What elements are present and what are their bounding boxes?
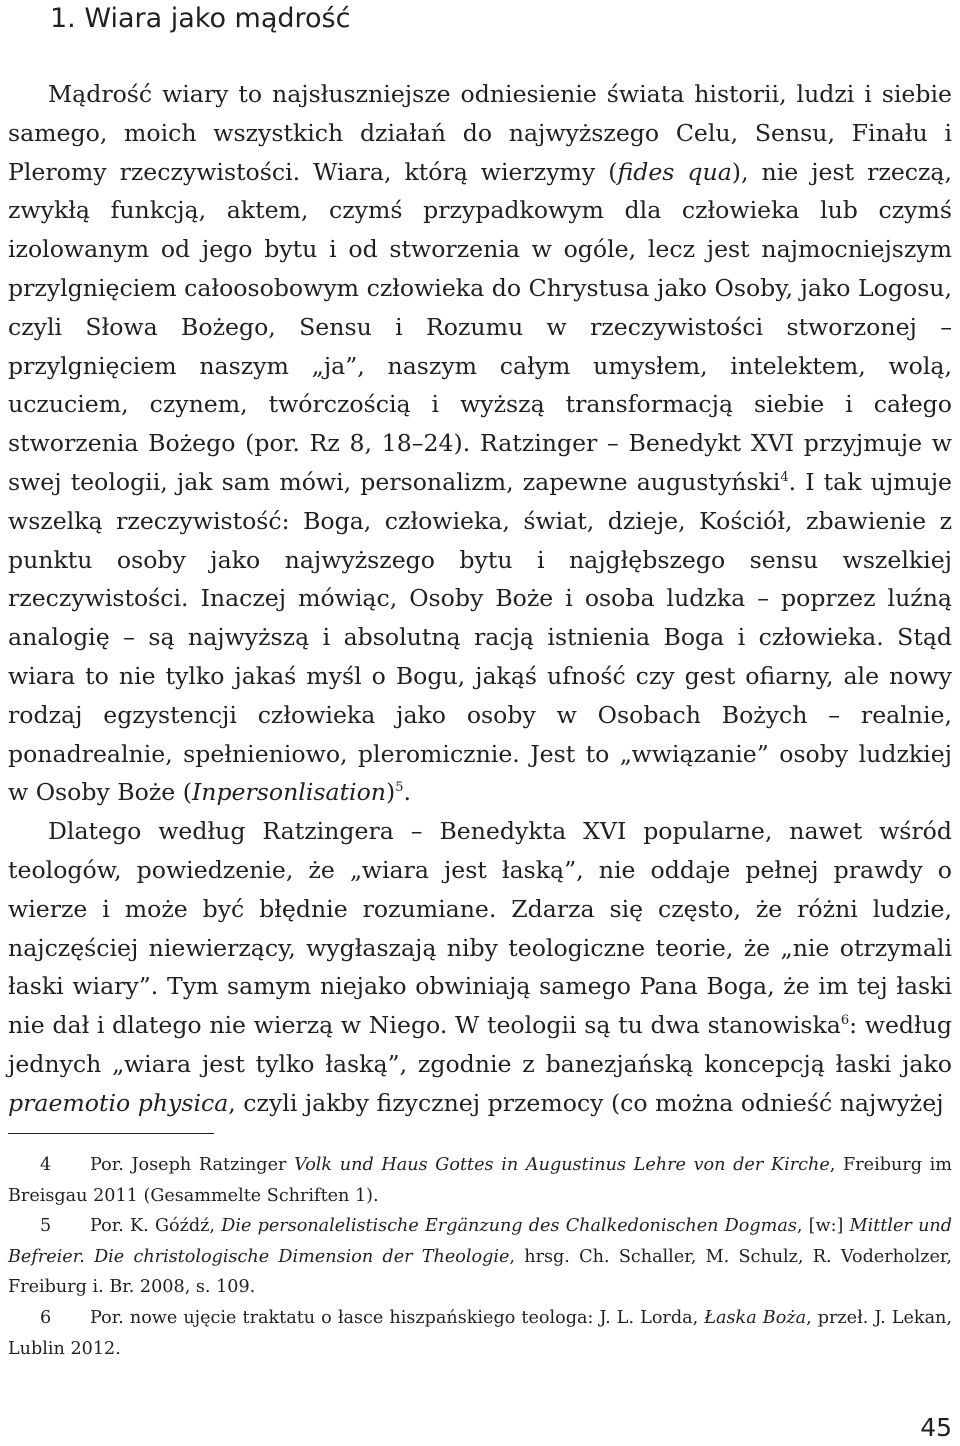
footnote-ref[interactable]: 6 bbox=[840, 1013, 850, 1029]
text-run: , [w:] bbox=[796, 1216, 850, 1237]
footnote bbox=[8, 1303, 952, 1364]
footnote-number: 6 bbox=[40, 1307, 52, 1328]
text-run: . I tak ujmuje wszelką rzeczywistość: Boga, człowieka, świat, dzieje, Kościół, zbawienie z punktu osoby jako najwyższego bytu i najgłębszego sensu wszelkiej rzeczywistości. Inaczej mówiąc, Osoby Boże i osoba ludzka – poprzez luźną analogię – są najwyższą i absolutną racją istnienia Boga i człowieka. Stąd wiara to nie tylko jakaś myśl o Bogu, jakąś ufność czy gest ofiarny, ale nowy rodzaj egzystencji człowieka jako osoby w Osobach Bożych – realnie, ponadrealnie, spełnieniowo, pleromicznie. Jest to „wwiązanie” osoby ludzkiej w Osoby Boże ( bbox=[8, 467, 952, 807]
text-run: , czyli jakby fizycznej przemocy (co można odnieść najwyżej bbox=[228, 1088, 944, 1117]
footnote bbox=[8, 1211, 952, 1303]
text-run: Por. Joseph Ratzinger bbox=[90, 1155, 295, 1175]
text-run: , Freiburg im Breisgau 2011 (Gesammelte Schriften 1). bbox=[8, 1155, 952, 1206]
text-run: , przeł. J. Lekan, Lublin 2012. bbox=[8, 1307, 952, 1359]
footnotes bbox=[8, 1150, 952, 1364]
text-run: . bbox=[403, 778, 411, 807]
text-run: Mądrość wiary to najsłuszniejsze odniesienie świata historii, ludzi i siebie samego, moich wszystkich działań do najwyższego Celu, Sensu, Finału i Pleromy rzeczywistości. Wiara, którą wierzymy ( bbox=[8, 80, 952, 186]
text-run: : według jednych „wiara jest tylko łaską”, zgodnie z banezjańską koncepcją łaski jako bbox=[8, 1011, 952, 1078]
footnote-number: 5 bbox=[40, 1216, 52, 1237]
footnote-number: 4 bbox=[40, 1155, 52, 1175]
page-number: 45 bbox=[920, 1413, 952, 1442]
text-run: Por. K. Góźdź, bbox=[90, 1216, 222, 1237]
italic-term: praemotio physica bbox=[8, 1088, 229, 1117]
body-text bbox=[8, 75, 952, 1123]
footnote bbox=[8, 1150, 952, 1211]
section-heading: 1. Wiara jako mądrość bbox=[50, 3, 351, 34]
text-run: , hrsg. Ch. Schaller, M. Schulz, R. Voderholzer, Freiburg i. Br. 2008, s. 109. bbox=[8, 1246, 952, 1298]
footnote-ref[interactable]: 5 bbox=[395, 780, 404, 796]
paragraph bbox=[8, 75, 952, 812]
italic-term: Inpersonlisation bbox=[191, 778, 386, 807]
italic-title: Mittler und Befreier. Die christologische Dimension der Theologie bbox=[8, 1216, 952, 1267]
italic-title: Łaska Boża bbox=[704, 1307, 807, 1328]
text-run: ) bbox=[386, 778, 396, 807]
italic-title: Volk und Haus Gottes in Augustinus Lehre von der Kirche bbox=[294, 1155, 830, 1175]
text-run: ), nie jest rzeczą, zwykłą funkcją, aktem, czymś przypadkowym dla człowieka lub czymś izolowanym od jego bytu i od stworzenia w ogóle, lecz jest najmocniejszym przylgnięciem całoosobowym człowieka do Chrystusa jako Osoby, jako Logosu, czyli Słowa Bożego, Sensu i Rozumu w rzeczywistości stworzonej – przylgnięciem naszym „ja”, naszym całym umysłem, intelektem, wolą, uczuciem, czynem, twórczością i wyższą transformacją siebie i całego stworzenia Bożego (por. Rz 8, 18–24). Ratzinger – Benedykt XVI przyjmuje w swej teologii, jak sam mówi, personalizm, zapewne augustyński bbox=[8, 157, 952, 496]
italic-term: fides qua bbox=[617, 157, 732, 186]
paragraph bbox=[8, 812, 952, 1122]
footnote-separator bbox=[8, 1133, 214, 1134]
footnote-ref[interactable]: 4 bbox=[780, 470, 789, 486]
italic-title: Die personalelistische Ergänzung des Chalkedonischen Dogmas bbox=[221, 1216, 797, 1237]
text-run: Por. nowe ujęcie traktatu o łasce hiszpańskiego teologa: J. L. Lorda, bbox=[90, 1307, 705, 1328]
text-run: Dlatego według Ratzingera – Benedykta XVI popularne, nawet wśród teologów, powiedzenie, że „wiara jest łaską”, nie oddaje pełnej prawdy o wierze i może być błędnie rozumiane. Zdarza się często, że różni ludzie, najczęściej niewierzący, wygłaszają niby teologiczne teorie, że „nie otrzymali łaski wiary”. Tym samym niejako obwiniają samego Pana Boga, że im tej łaski nie dał i dlatego nie wierzą w Niego. W teologii są tu dwa stanowiska bbox=[8, 817, 952, 1040]
